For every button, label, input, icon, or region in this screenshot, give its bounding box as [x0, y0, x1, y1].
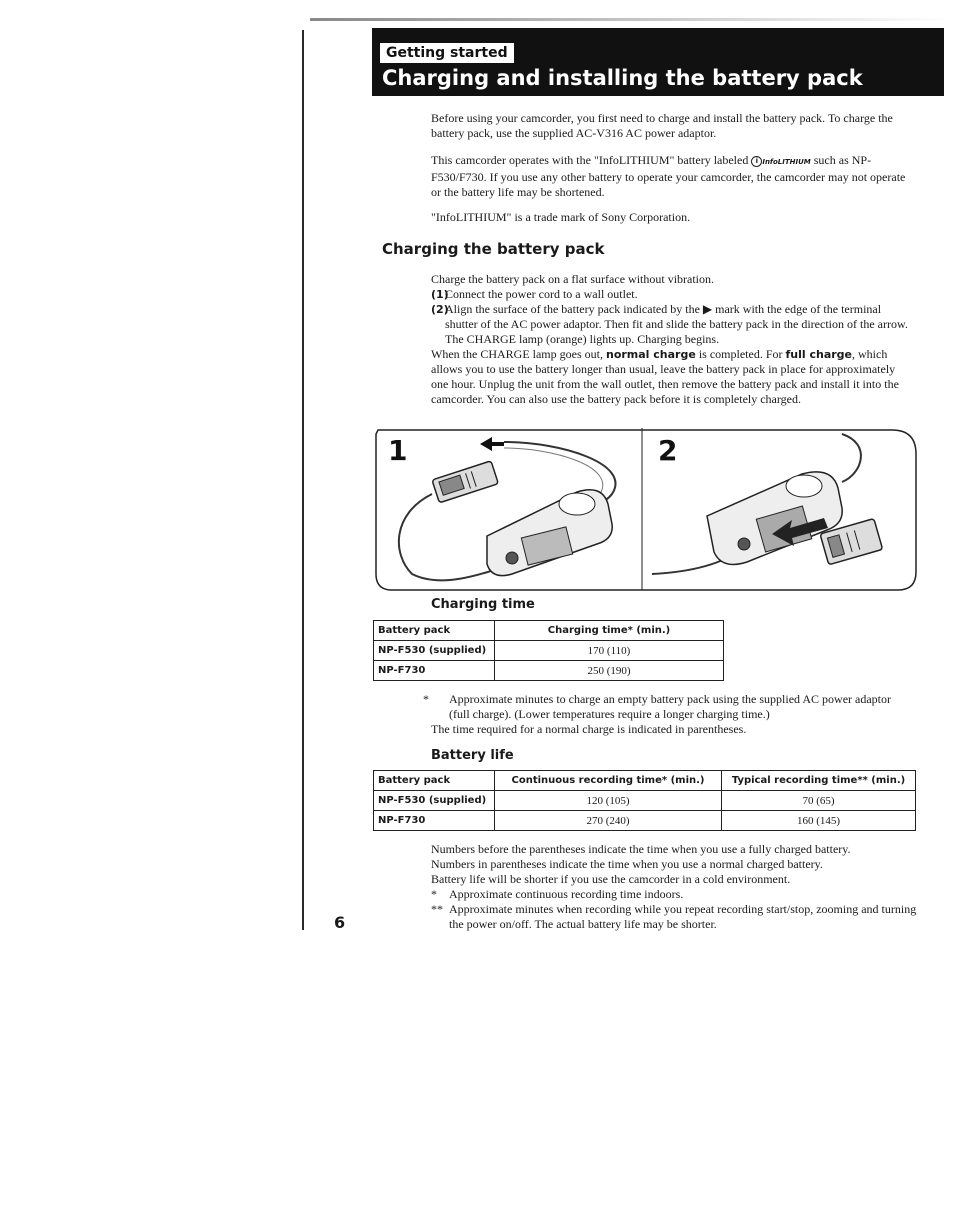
cell-pack: NP-F530 (supplied): [374, 791, 495, 811]
section-heading-charging: Charging the battery pack: [382, 240, 605, 258]
step-2-text: Align the surface of the battery pack indicated by the ▶ mark with the edge of the terminal shutter of the AC power adaptor. Then fit and slide the battery pack in the direction of the arrow. The CHARGE lamp (orange) lights up. Charging begins.: [445, 302, 908, 346]
cell-typical: 160 (145): [722, 811, 916, 831]
col-battery-pack: Battery pack: [374, 771, 495, 791]
cell-continuous: 270 (240): [495, 811, 722, 831]
completion-text-part-2: is completed. For: [698, 347, 783, 361]
step-1: [431, 287, 913, 302]
section-tag: Getting started: [380, 43, 514, 63]
footnote-text: Approximate minutes to charge an empty battery pack using the supplied AC power adaptor (full charge). (Lower temperatures require a longer charging time.): [449, 692, 892, 721]
panel-1-label: 1: [388, 434, 408, 467]
page-title: Charging and installing the battery pack: [382, 66, 863, 90]
info-icon: i: [751, 156, 762, 167]
step-1-number: (1): [431, 288, 449, 301]
battery-life-footnote-2: [431, 902, 919, 932]
table-row: [374, 791, 916, 811]
footnote-mark: *: [431, 887, 437, 901]
footnote-mark: *: [423, 692, 429, 706]
charging-time-footnote: [423, 692, 913, 722]
intro-text-after-logo: such as NP-F530/F730. If you use any other battery to operate your camcorder, the camcorder may not operate or the battery life may be shortened.: [431, 153, 906, 199]
charging-time-heading: Charging time: [431, 597, 535, 612]
completion-text-part-1: When the CHARGE lamp goes out,: [431, 347, 603, 361]
cell-pack: NP-F530 (supplied): [374, 641, 495, 661]
step-1-text: Connect the power cord to a wall outlet.: [445, 287, 638, 301]
intro-paragraph-2: [431, 153, 913, 200]
table-header-row: [374, 771, 916, 791]
battery-life-notes: [431, 842, 919, 932]
footnote-text: Approximate continuous recording time indoors.: [449, 887, 684, 901]
intro-paragraph-1: Before using your camcorder, you first need to charge and install the battery pack. To charge the battery pack, use the supplied AC-V316 AC power adaptor.: [431, 111, 893, 140]
footnote-text: Approximate minutes when recording while you repeat recording start/stop, zooming and turning the power on/off. The actual battery life may be shorter.: [449, 902, 917, 931]
col-charging-time: Charging time* (min.): [495, 621, 724, 641]
battery-life-footnote-1: [431, 887, 919, 902]
step-2: [431, 302, 913, 347]
battery-life-text-2: Numbers in parentheses indicate the time when you use a normal charged battery.: [431, 857, 823, 871]
info-lithium-logo: [751, 153, 813, 167]
power-cord-3: [842, 434, 861, 482]
charging-instructions: [431, 272, 913, 407]
charging-time-note-2: The time required for a normal charge is indicated in parentheses.: [431, 722, 747, 736]
table-header-row: [374, 621, 724, 641]
normal-charge-term: normal charge: [605, 348, 696, 361]
scan-edge-shadow: [310, 18, 950, 21]
charging-time-table: [373, 620, 724, 681]
panel-2-label: 2: [658, 434, 678, 467]
arrow-left-icon: [480, 437, 504, 451]
charging-lead: Charge the battery pack on a flat surface without vibration.: [431, 272, 715, 286]
charge-completion-text: [431, 347, 913, 407]
ac-adaptor-icon-2: [707, 472, 842, 565]
cell-time: 250 (190): [495, 661, 724, 681]
page-number: 6: [334, 913, 346, 932]
cell-pack: NP-F730: [374, 811, 495, 831]
battery-life-text-3: Battery life will be shorter if you use the camcorder in a cold environment.: [431, 872, 791, 886]
charging-illustration: [372, 424, 918, 592]
battery-life-heading: Battery life: [431, 748, 514, 763]
cell-continuous: 120 (105): [495, 791, 722, 811]
full-charge-term: full charge: [785, 348, 853, 361]
battery-life-table: [373, 770, 916, 831]
completion-text-part-3: , which allows you to use the battery longer than usual, leave the battery pack in place for approximately one hour. Unplug the unit from the wall outlet, then remove the battery pack and install it into the camcorder. You can also use the battery pack before it is completely charged.: [431, 347, 899, 406]
trademark-note: "InfoLITHIUM" is a trade mark of Sony Corporation.: [431, 210, 691, 224]
cell-pack: NP-F730: [374, 661, 495, 681]
col-typical-recording: Typical recording time** (min.): [722, 771, 916, 791]
col-continuous-recording: Continuous recording time* (min.): [495, 771, 722, 791]
step-2-number: (2): [431, 303, 449, 316]
cell-time: 170 (110): [495, 641, 724, 661]
intro-text-before-logo: This camcorder operates with the "InfoLITHIUM" battery labeled: [431, 153, 749, 167]
battery-pack-icon: [432, 461, 498, 503]
ac-adaptor-icon: [487, 490, 612, 576]
info-lithium-logo-text: InfoLITHIUM: [762, 158, 811, 166]
battery-life-text-1: Numbers before the parentheses indicate the time when you use a fully charged battery.: [431, 842, 851, 856]
footnote-mark: **: [431, 902, 443, 916]
cell-typical: 70 (65): [722, 791, 916, 811]
col-battery-pack: Battery pack: [374, 621, 495, 641]
table-row: [374, 661, 724, 681]
binding-edge: [302, 30, 304, 930]
table-row: [374, 811, 916, 831]
table-row: [374, 641, 724, 661]
charging-time-notes: [423, 692, 913, 737]
